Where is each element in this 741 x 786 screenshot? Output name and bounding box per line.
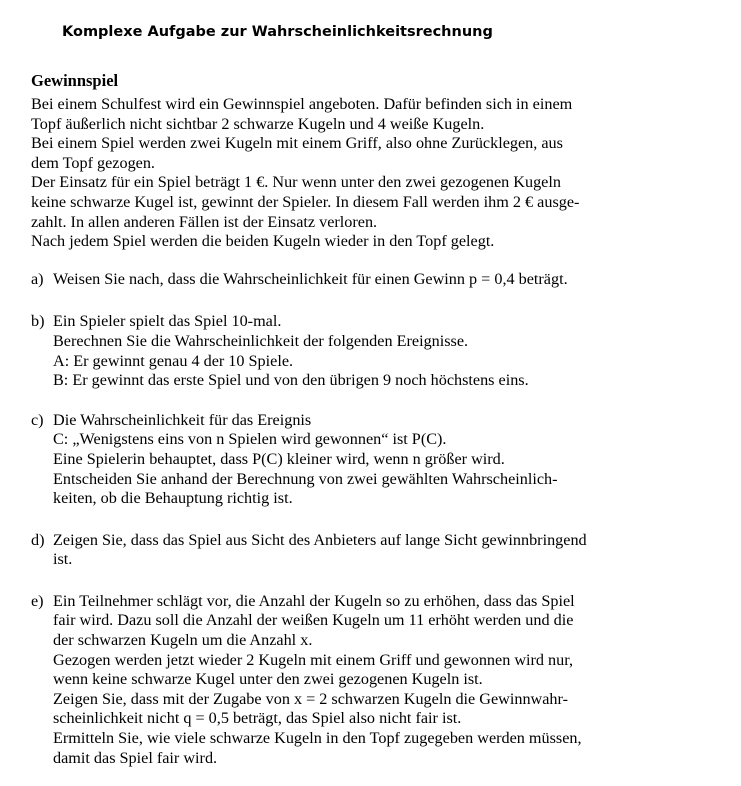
- intro-line: Bei einem Schulfest wird ein Gewinnspiel angeboten. Dafür befinden sich in einem: [31, 95, 573, 113]
- task-label: e): [31, 591, 44, 610]
- task-c: [31, 411, 731, 509]
- task-line: der schwarzen Kugeln um die Anzahl x.: [53, 631, 313, 650]
- task-line: fair wird. Dazu soll die Anzahl der weißen Kugeln um 11 erhöht werden und die: [53, 611, 574, 630]
- intro-paragraph: [31, 95, 731, 252]
- task-line: Gezogen werden jetzt wieder 2 Kugeln mit einem Griff und gewonnen wird nur,: [53, 650, 574, 669]
- task-line: Ermitteln Sie, wie viele schwarze Kugeln in den Topf zugegeben werden müssen,: [53, 729, 582, 748]
- intro-line: Bei einem Spiel werden zwei Kugeln mit einem Griff, also ohne Zurücklegen, aus: [31, 134, 563, 153]
- task-line: Eine Spielerin behauptet, dass P(C) kleiner wird, wenn n größer wird.: [53, 449, 505, 468]
- task-line: B: Er gewinnt das erste Spiel und von den übrigen 9 noch höchstens eins.: [53, 371, 529, 390]
- task-line: ist.: [53, 550, 73, 569]
- page-title: Komplexe Aufgabe zur Wahrscheinlichkeitsrechnung: [62, 24, 493, 40]
- intro-line: keine schwarze Kugel ist, gewinnt der Spieler. In diesem Fall werden ihm 2 € ausge-: [31, 192, 580, 211]
- task-label: a): [31, 269, 44, 288]
- section-heading: Gewinnspiel: [31, 71, 119, 90]
- task-line: Berechnen Sie die Wahrscheinlichkeit der folgenden Ereignisse.: [53, 331, 469, 350]
- task-b: [31, 312, 731, 390]
- task-line: wenn keine schwarze Kugel unter den zwei gezogenen Kugeln ist.: [53, 670, 483, 689]
- task-line: Zeigen Sie, dass das Spiel aus Sicht des Anbieters auf lange Sicht gewinnbringend: [53, 530, 587, 549]
- task-line: keiten, ob die Behauptung richtig ist.: [53, 489, 293, 508]
- task-d: [31, 531, 731, 570]
- task-line: Die Wahrscheinlichkeit für das Ereignis: [53, 410, 312, 429]
- task-label: d): [31, 530, 45, 549]
- intro-line: dem Topf gezogen.: [31, 153, 155, 172]
- task-line: scheinlichkeit nicht q = 0,5 beträgt, das Spiel also nicht fair ist.: [53, 709, 462, 728]
- task-line: C: „Wenigstens eins von n Spielen wird gewonnen“ ist P(C).: [53, 430, 447, 449]
- task-line: Ein Teilnehmer schlägt vor, die Anzahl der Kugeln so zu erhöhen, dass das Spiel: [53, 591, 575, 610]
- task-a: [31, 270, 731, 290]
- document-body: [31, 71, 731, 768]
- intro-line: zahlt. In allen anderen Fällen ist der Einsatz verloren.: [31, 212, 378, 231]
- task-line: Entscheiden Sie anhand der Berechnung von zwei gewählten Wahrscheinlich-: [53, 469, 558, 488]
- task-line: Weisen Sie nach, dass die Wahrscheinlichkeit für einen Gewinn p = 0,4 beträgt.: [53, 269, 568, 288]
- task-line: Zeigen Sie, dass mit der Zugabe von x = 2 schwarzen Kugeln die Gewinnwahr-: [53, 689, 568, 708]
- intro-line: Topf äußerlich nicht sichtbar 2 schwarze Kugeln und 4 weiße Kugeln.: [31, 114, 485, 133]
- task-line: damit das Spiel fair wird.: [53, 748, 218, 767]
- intro-line: Der Einsatz für ein Spiel beträgt 1 €. Nur wenn unter den zwei gezogenen Kugeln: [31, 173, 561, 192]
- task-line: A: Er gewinnt genau 4 der 10 Spiele.: [53, 351, 294, 370]
- task-line: Ein Spieler spielt das Spiel 10-mal.: [53, 312, 282, 331]
- task-label: b): [31, 312, 45, 331]
- task-label: c): [31, 410, 44, 429]
- intro-line: Nach jedem Spiel werden die beiden Kugeln wieder in den Topf gelegt.: [31, 232, 495, 251]
- task-e: [31, 592, 731, 768]
